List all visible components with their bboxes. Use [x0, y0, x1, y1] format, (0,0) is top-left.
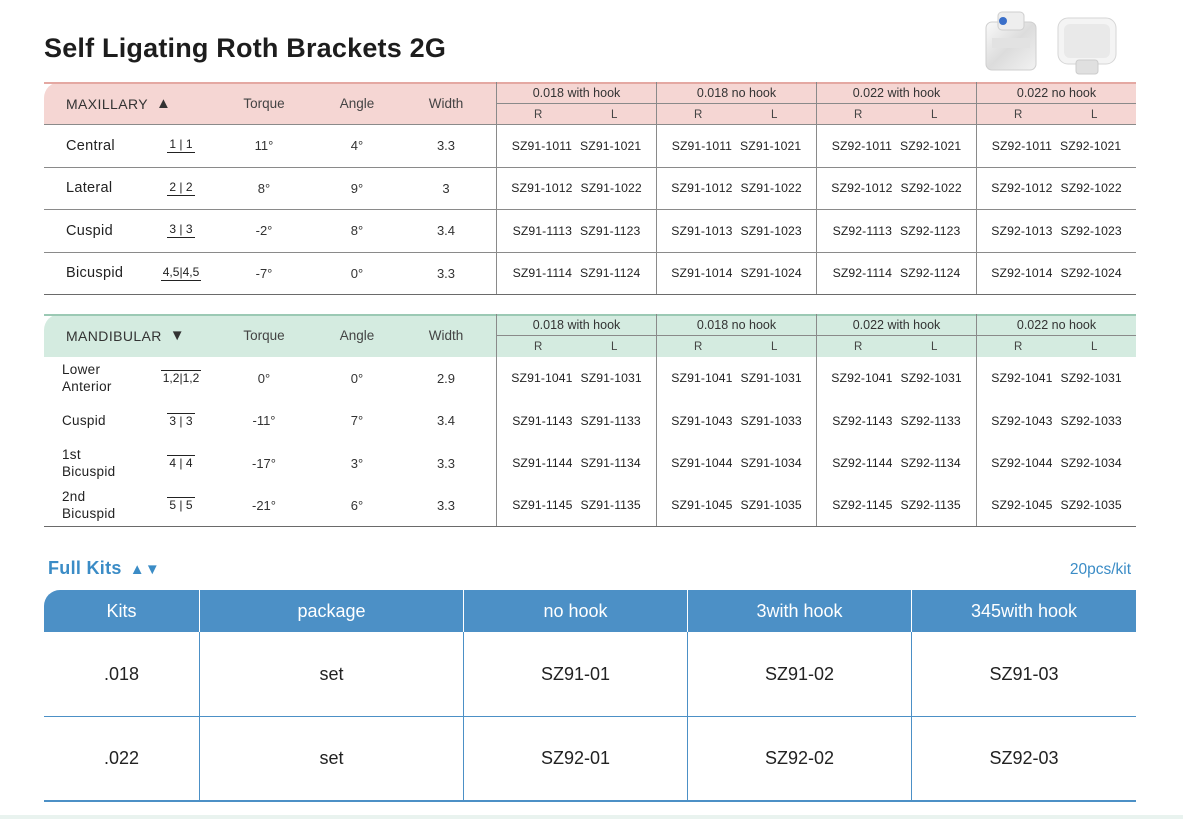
mandibular-label: MANDIBULAR ▼ [66, 327, 186, 344]
table-row [44, 210, 1136, 253]
tooth-name: Lateral [66, 180, 113, 197]
code-pair: SZ92-1144 SZ92-1134 [816, 442, 976, 485]
width-header: Width [428, 96, 464, 111]
width-value: 2.9 [436, 370, 456, 386]
table-row [44, 253, 1136, 296]
table-row [44, 442, 1136, 485]
table-row [44, 632, 1136, 717]
tooth-number: 3 | 3 [169, 413, 193, 428]
code-pair: SZ92-1045 SZ92-1035 [976, 485, 1136, 527]
bracket-product-image [978, 10, 1133, 76]
angle-value: 4° [350, 138, 364, 154]
group-header: 0.022 no hook R L [976, 314, 1136, 357]
kit-package: set [199, 632, 463, 716]
kit-code: SZ91-01 [463, 632, 687, 716]
kit-code: SZ92-02 [687, 717, 911, 800]
angle-value: 0° [350, 265, 364, 281]
maxillary-table [44, 82, 1136, 295]
tooth-name: Cuspid [62, 413, 106, 429]
angle-value: 9° [350, 180, 364, 196]
code-pair: SZ92-1043 SZ92-1033 [976, 400, 1136, 443]
kits-header-cell: 345with hook [911, 590, 1136, 632]
angle-value: 0° [350, 370, 364, 386]
table-row [44, 717, 1136, 802]
tooth-number: 4,5|4,5 [162, 264, 200, 279]
kit-code: SZ91-02 [687, 632, 911, 716]
angle-value: 6° [350, 497, 364, 513]
kits-table [44, 590, 1136, 802]
code-pair: SZ92-1143 SZ92-1133 [816, 400, 976, 443]
code-pair: SZ91-1011 SZ91-1021 [656, 125, 816, 167]
torque-value: 11° [254, 138, 274, 154]
kit-count: 20pcs/kit [1069, 561, 1131, 578]
code-pair: SZ92-1113 SZ92-1123 [816, 210, 976, 252]
kit-size: .022 [103, 748, 140, 768]
angle-value: 7° [350, 413, 364, 429]
code-pair: SZ92-1041 SZ92-1031 [976, 357, 1136, 400]
angle-header: Angle [339, 328, 375, 343]
code-pair: SZ92-1011 SZ92-1021 [976, 125, 1136, 167]
table-row [44, 125, 1136, 168]
code-pair: SZ91-1044 SZ91-1034 [656, 442, 816, 485]
code-pair: SZ91-1014 SZ91-1024 [656, 253, 816, 295]
code-pair: SZ91-1113 SZ91-1123 [496, 210, 656, 252]
angle-value: 8° [350, 223, 364, 239]
kits-header-cell: 3with hook [687, 590, 911, 632]
kits-header-cell: Kits [106, 600, 137, 621]
kit-package: set [199, 717, 463, 800]
mandibular-table [44, 314, 1136, 527]
tooth-number: 5 | 5 [169, 498, 193, 513]
code-pair: SZ91-1144 SZ91-1134 [496, 442, 656, 485]
torque-value: -7° [255, 265, 273, 281]
code-pair: SZ92-1114 SZ92-1124 [816, 253, 976, 295]
table-row [44, 357, 1136, 400]
tooth-number: 3 | 3 [169, 222, 193, 237]
tooth-number: 1 | 1 [169, 137, 193, 152]
kits-header [44, 590, 1136, 632]
torque-value: 8° [257, 180, 271, 196]
kits-header-cell: no hook [463, 590, 687, 632]
kit-code: SZ91-03 [911, 632, 1136, 716]
tooth-name: 2nd Bicuspid [62, 489, 116, 522]
width-value: 3.3 [436, 138, 456, 154]
code-pair: SZ92-1014 SZ92-1024 [976, 253, 1136, 295]
tooth-name: Cuspid [66, 222, 113, 239]
code-pair: SZ91-1011 SZ91-1021 [496, 125, 656, 167]
code-pair: SZ92-1013 SZ92-1023 [976, 210, 1136, 252]
tooth-name: 1st Bicuspid [62, 447, 116, 480]
width-value: 3.3 [436, 265, 456, 281]
kits-header-cell: package [199, 590, 463, 632]
footer-band [0, 815, 1183, 819]
code-pair: SZ92-1041 SZ92-1031 [816, 357, 976, 400]
tooth-number: 4 | 4 [169, 456, 193, 471]
code-pair: SZ92-1012 SZ92-1022 [816, 168, 976, 210]
kit-size: .018 [103, 663, 140, 684]
width-value: 3 [442, 180, 450, 196]
code-pair: SZ91-1045 SZ91-1035 [656, 485, 816, 527]
width-value: 3.4 [436, 413, 456, 429]
code-pair: SZ91-1043 SZ91-1033 [656, 400, 816, 443]
kit-code: SZ92-03 [911, 717, 1136, 800]
kit-code: SZ92-01 [463, 717, 687, 800]
code-pair: SZ92-1012 SZ92-1022 [976, 168, 1136, 210]
code-pair: SZ91-1145 SZ91-1135 [496, 485, 656, 527]
code-pair: SZ92-1145 SZ92-1135 [816, 485, 976, 527]
torque-header: Torque [243, 328, 285, 343]
tooth-name: Lower Anterior [62, 362, 112, 395]
tooth-number: 1,2|1,2 [162, 371, 200, 386]
torque-value: 0° [257, 370, 271, 386]
torque-value: -11° [252, 413, 276, 429]
group-header: 0.018 with hook R L [496, 314, 656, 357]
code-pair: SZ92-1044 SZ92-1034 [976, 442, 1136, 485]
code-pair: SZ91-1012 SZ91-1022 [656, 168, 816, 210]
width-value: 3.3 [436, 455, 456, 471]
torque-value: -2° [255, 223, 273, 239]
tooth-number: 2 | 2 [169, 179, 193, 194]
maxillary-label: MAXILLARY ▲ [66, 95, 172, 112]
code-pair: SZ91-1041 SZ91-1031 [496, 357, 656, 400]
table-row [44, 168, 1136, 211]
width-header: Width [428, 328, 464, 343]
group-header: 0.018 no hook R L [656, 314, 816, 357]
page-title: Self Ligating Roth Brackets 2G [44, 33, 447, 63]
code-pair: SZ91-1012 SZ91-1022 [496, 168, 656, 210]
maxillary-header [44, 82, 1136, 125]
triangle-up-down-icon: ▲▼ [129, 561, 160, 578]
table-row [44, 400, 1136, 443]
code-pair: SZ91-1013 SZ91-1023 [656, 210, 816, 252]
tooth-name: Bicuspid [66, 265, 124, 282]
triangle-up-icon: ▲ [155, 95, 172, 112]
angle-header: Angle [339, 96, 375, 111]
code-pair: SZ91-1041 SZ91-1031 [656, 357, 816, 400]
table-row [44, 485, 1136, 528]
group-header: 0.018 no hook R L [656, 82, 816, 125]
triangle-down-icon: ▼ [169, 327, 186, 344]
width-value: 3.4 [436, 223, 456, 239]
tooth-name: Central [66, 137, 115, 154]
angle-value: 3° [350, 455, 364, 471]
group-header: 0.022 no hook R L [976, 82, 1136, 125]
torque-value: -21° [252, 497, 276, 513]
full-kits-title: Full Kits ▲▼ [48, 558, 160, 578]
code-pair: SZ91-1143 SZ91-1133 [496, 400, 656, 443]
code-pair: SZ91-1114 SZ91-1124 [496, 253, 656, 295]
torque-header: Torque [243, 96, 285, 111]
group-header: 0.022 with hook R L [816, 82, 976, 125]
mandibular-header [44, 314, 1136, 357]
torque-value: -17° [252, 455, 276, 471]
code-pair: SZ92-1011 SZ92-1021 [816, 125, 976, 167]
group-header: 0.022 with hook R L [816, 314, 976, 357]
width-value: 3.3 [436, 497, 456, 513]
group-header: 0.018 with hook R L [496, 82, 656, 125]
